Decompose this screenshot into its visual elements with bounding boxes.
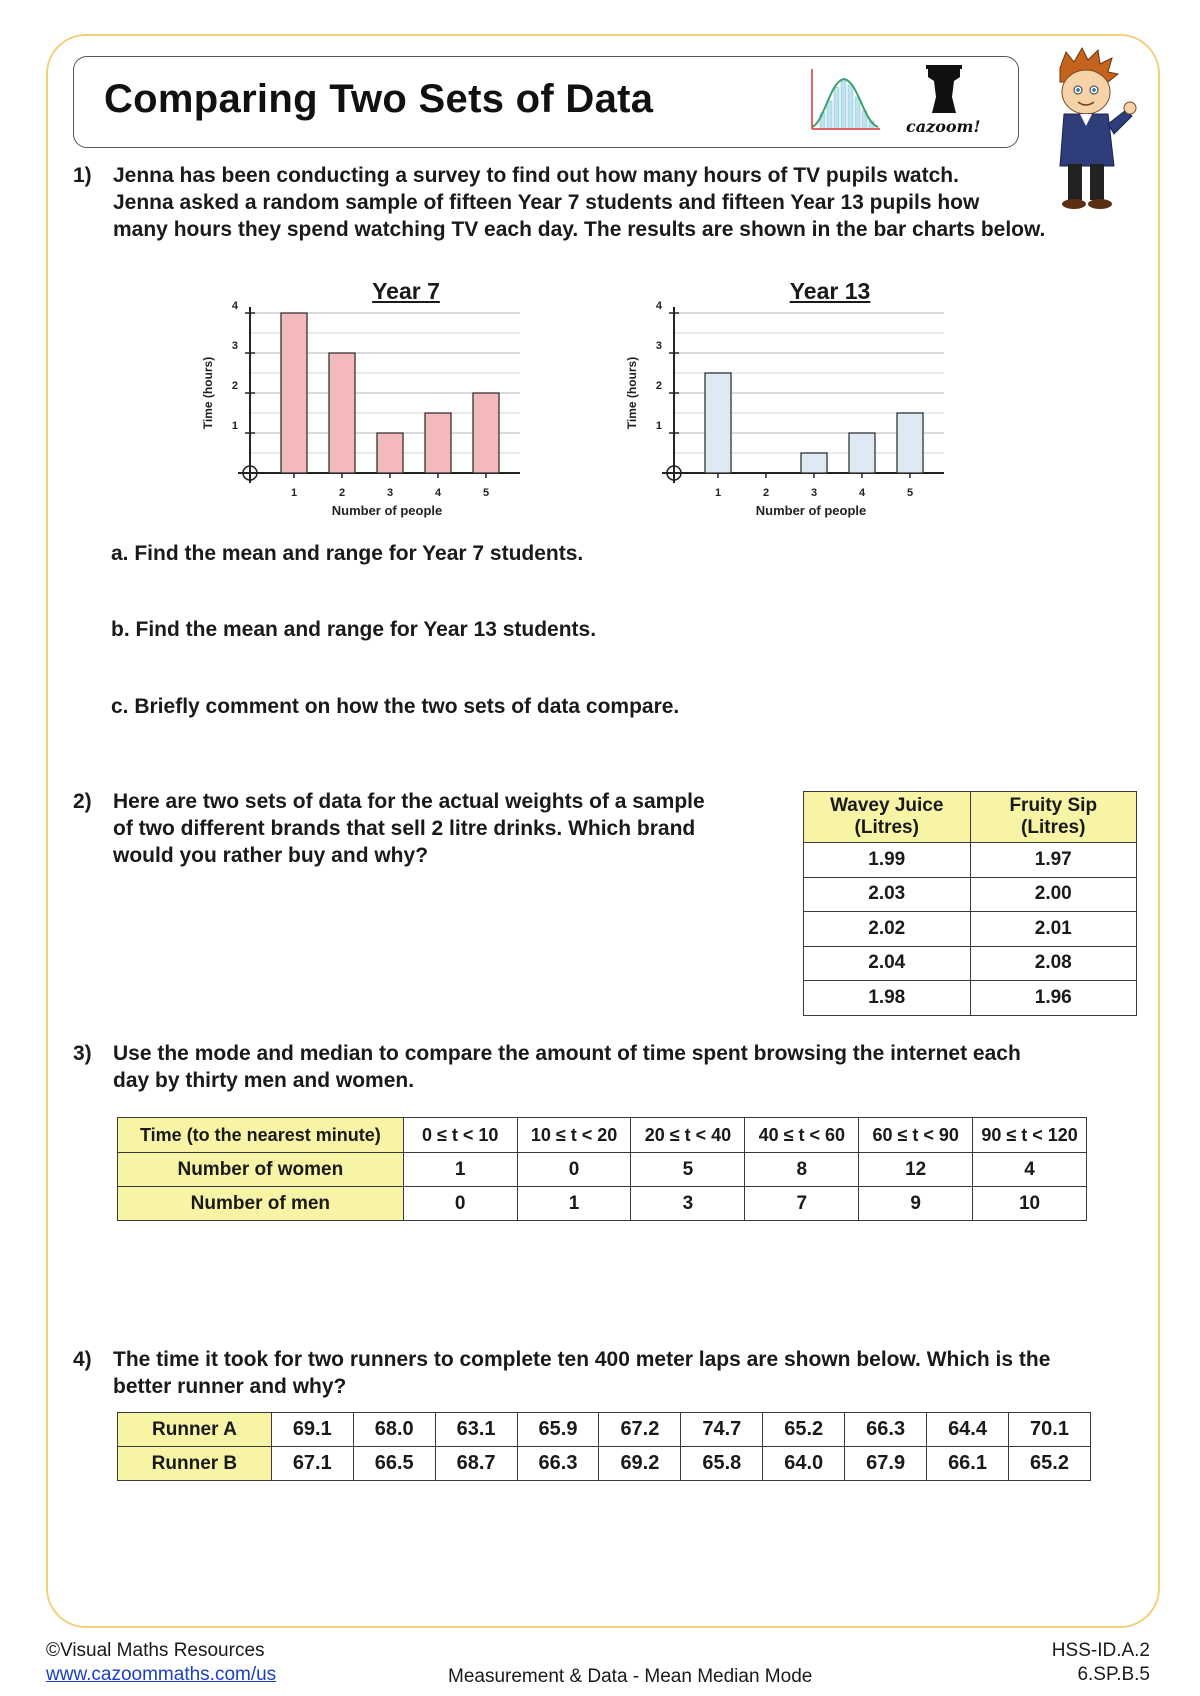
header-line: (Litres) bbox=[854, 817, 919, 838]
x-axis-label: Number of people bbox=[755, 503, 867, 518]
x-tick-label: 4 bbox=[858, 487, 866, 499]
bar bbox=[329, 353, 355, 473]
bar bbox=[281, 313, 307, 473]
chart-title: Year 7 bbox=[372, 278, 440, 304]
table-row bbox=[118, 1187, 1087, 1221]
bar bbox=[425, 413, 451, 473]
question-1b: b. Find the mean and range for Year 13 students. bbox=[111, 618, 597, 641]
chart-title: Year 13 bbox=[789, 278, 871, 304]
question-text bbox=[113, 788, 705, 869]
table-header: 90 ≤ t < 120 bbox=[973, 1118, 1087, 1153]
table-cell: 64.4 bbox=[927, 1413, 1009, 1447]
table-header bbox=[804, 792, 971, 843]
question-1c: c. Briefly comment on how the two sets of data compare. bbox=[111, 695, 680, 718]
table-cell: 65.8 bbox=[681, 1447, 763, 1481]
bell-curve-icon bbox=[806, 65, 882, 137]
title-box bbox=[73, 56, 1019, 148]
y-axis-label: Time (hours) bbox=[625, 356, 639, 430]
table-cell: 69.1 bbox=[271, 1413, 353, 1447]
table-cell: 1.97 bbox=[970, 843, 1137, 878]
header-line: Wavey Juice bbox=[830, 795, 944, 816]
table-header: Time (to the nearest minute) bbox=[118, 1118, 404, 1153]
x-tick-label: 5 bbox=[906, 487, 914, 499]
question-line: many hours they spend watching TV each day. The results are shown in the bar charts below. bbox=[113, 218, 1046, 241]
table-cell: 67.2 bbox=[599, 1413, 681, 1447]
chart-year-13 bbox=[624, 270, 1004, 530]
table-cell: 65.9 bbox=[517, 1413, 599, 1447]
cartoon-boy-icon bbox=[1038, 46, 1138, 212]
page-title: Comparing Two Sets of Data bbox=[104, 77, 654, 121]
y-tick-label: 1 bbox=[655, 420, 662, 432]
question-text bbox=[113, 1040, 1021, 1094]
table-cell: 65.2 bbox=[763, 1413, 845, 1447]
table-cell: 66.1 bbox=[927, 1447, 1009, 1481]
x-tick-label: 5 bbox=[482, 487, 490, 499]
y-tick-label: 2 bbox=[655, 380, 662, 392]
y-tick-label: 4 bbox=[655, 300, 662, 312]
table-cell: 69.2 bbox=[599, 1447, 681, 1481]
bar bbox=[473, 393, 499, 473]
footer-standard-1: HSS-ID.A.2 bbox=[1051, 1640, 1150, 1661]
logo-text: cazoom! bbox=[906, 117, 981, 136]
table-cell: 64.0 bbox=[763, 1447, 845, 1481]
table-row bbox=[118, 1153, 1087, 1187]
question-number: 2) bbox=[73, 790, 92, 813]
table-cell: 7 bbox=[745, 1187, 859, 1221]
table-header: 0 ≤ t < 10 bbox=[403, 1118, 517, 1153]
question-line: Here are two sets of data for the actual weights of a sample bbox=[113, 790, 705, 813]
table-cell: 5 bbox=[631, 1153, 745, 1187]
table-cell: 4 bbox=[973, 1153, 1087, 1187]
bar-chart-year-13 bbox=[624, 270, 1004, 530]
bar bbox=[849, 433, 875, 473]
footer-topic: Measurement & Data - Mean Median Mode bbox=[448, 1666, 813, 1687]
table-cell: 2.01 bbox=[970, 912, 1137, 947]
chart-year-7 bbox=[200, 270, 580, 530]
table-cell: 66.3 bbox=[845, 1413, 927, 1447]
question-line: The time it took for two runners to complete ten 400 meter laps are shown below. Which is the bbox=[113, 1348, 1051, 1371]
question-line: better runner and why? bbox=[113, 1375, 347, 1398]
table-cell: 66.3 bbox=[517, 1447, 599, 1481]
x-axis-label: Number of people bbox=[331, 503, 443, 518]
table-cell: 2.04 bbox=[804, 946, 971, 981]
table-row bbox=[804, 877, 1137, 912]
table-cell: 3 bbox=[631, 1187, 745, 1221]
table-row bbox=[118, 1118, 1087, 1153]
x-tick-label: 2 bbox=[338, 487, 346, 499]
header-line: Fruity Sip bbox=[1009, 795, 1098, 816]
question-number: 3) bbox=[73, 1042, 92, 1065]
table-cell: 1.99 bbox=[804, 843, 971, 878]
table-cell: 1.96 bbox=[970, 981, 1137, 1016]
question-number: 4) bbox=[73, 1348, 92, 1371]
x-tick-label: 4 bbox=[434, 487, 442, 499]
table-row bbox=[118, 1413, 1091, 1447]
footer-standard-2: 6.SP.B.5 bbox=[1077, 1664, 1150, 1685]
row-label: Runner A bbox=[118, 1413, 272, 1447]
table-cell: 66.5 bbox=[353, 1447, 435, 1481]
question-line: of two different brands that sell 2 litre drinks. Which brand bbox=[113, 817, 696, 840]
table-cell: 12 bbox=[859, 1153, 973, 1187]
table-cell: 70.1 bbox=[1008, 1413, 1090, 1447]
table-cell: 68.7 bbox=[435, 1447, 517, 1481]
bar bbox=[705, 373, 731, 473]
table-cell: 67.1 bbox=[271, 1447, 353, 1481]
question-line: Jenna has been conducting a survey to find out how many hours of TV pupils watch. bbox=[113, 164, 959, 187]
x-tick-label: 2 bbox=[762, 487, 770, 499]
table-row bbox=[804, 946, 1137, 981]
y-tick-label: 3 bbox=[655, 340, 662, 352]
table-cell: 0 bbox=[517, 1153, 631, 1187]
y-tick-label: 2 bbox=[231, 380, 238, 392]
internet-time-table bbox=[117, 1117, 1087, 1221]
table-cell: 67.9 bbox=[845, 1447, 927, 1481]
table-cell: 9 bbox=[859, 1187, 973, 1221]
table-header bbox=[970, 792, 1137, 843]
table-cell: 8 bbox=[745, 1153, 859, 1187]
table-cell: 2.03 bbox=[804, 877, 971, 912]
x-tick-label: 1 bbox=[290, 487, 298, 499]
x-tick-label: 3 bbox=[386, 487, 394, 499]
table-cell: 0 bbox=[403, 1187, 517, 1221]
table-cell: 10 bbox=[973, 1187, 1087, 1221]
bar bbox=[377, 433, 403, 473]
bar bbox=[801, 453, 827, 473]
question-text bbox=[113, 162, 1045, 243]
website-link[interactable]: www.cazoommaths.com/us bbox=[46, 1664, 277, 1685]
table-header: 40 ≤ t < 60 bbox=[745, 1118, 859, 1153]
table-header: 10 ≤ t < 20 bbox=[517, 1118, 631, 1153]
drinks-table bbox=[803, 791, 1137, 1016]
x-tick-label: 3 bbox=[810, 487, 818, 499]
table-row bbox=[118, 1447, 1091, 1481]
footer-link-wrap bbox=[46, 1664, 276, 1686]
table-cell: 65.2 bbox=[1008, 1447, 1090, 1481]
row-label: Number of men bbox=[118, 1187, 404, 1221]
y-axis-label: Time (hours) bbox=[201, 356, 215, 430]
question-line: would you rather buy and why? bbox=[113, 844, 429, 867]
table-cell: 68.0 bbox=[353, 1413, 435, 1447]
table-cell: 1.98 bbox=[804, 981, 971, 1016]
question-line: Use the mode and median to compare the amount of time spent browsing the internet each bbox=[113, 1042, 1021, 1065]
table-cell: 1 bbox=[517, 1187, 631, 1221]
runners-table bbox=[117, 1412, 1091, 1481]
table-cell: 2.00 bbox=[970, 877, 1137, 912]
bar-chart-year-7 bbox=[200, 270, 580, 530]
question-text bbox=[113, 1346, 1050, 1400]
question-1a: a. Find the mean and range for Year 7 students. bbox=[111, 542, 584, 565]
y-tick-label: 4 bbox=[231, 300, 238, 312]
row-label: Number of women bbox=[118, 1153, 404, 1187]
table-cell: 1 bbox=[403, 1153, 517, 1187]
row-label: Runner B bbox=[118, 1447, 272, 1481]
y-tick-label: 3 bbox=[231, 340, 238, 352]
table-header: 20 ≤ t < 40 bbox=[631, 1118, 745, 1153]
table-header: 60 ≤ t < 90 bbox=[859, 1118, 973, 1153]
question-line: day by thirty men and women. bbox=[113, 1069, 415, 1092]
table-row bbox=[804, 843, 1137, 878]
table-row bbox=[804, 912, 1137, 947]
table-cell: 2.02 bbox=[804, 912, 971, 947]
y-tick-label: 1 bbox=[231, 420, 238, 432]
question-line: Jenna asked a random sample of fifteen Year 7 students and fifteen Year 13 pupils how bbox=[113, 191, 980, 214]
table-cell: 63.1 bbox=[435, 1413, 517, 1447]
table-row bbox=[804, 981, 1137, 1016]
question-number: 1) bbox=[73, 164, 92, 187]
table-cell: 2.08 bbox=[970, 946, 1137, 981]
footer-copyright: ©Visual Maths Resources bbox=[46, 1640, 265, 1661]
header-line: (Litres) bbox=[1021, 817, 1086, 838]
bar bbox=[897, 413, 923, 473]
table-cell: 74.7 bbox=[681, 1413, 763, 1447]
x-tick-label: 1 bbox=[714, 487, 722, 499]
